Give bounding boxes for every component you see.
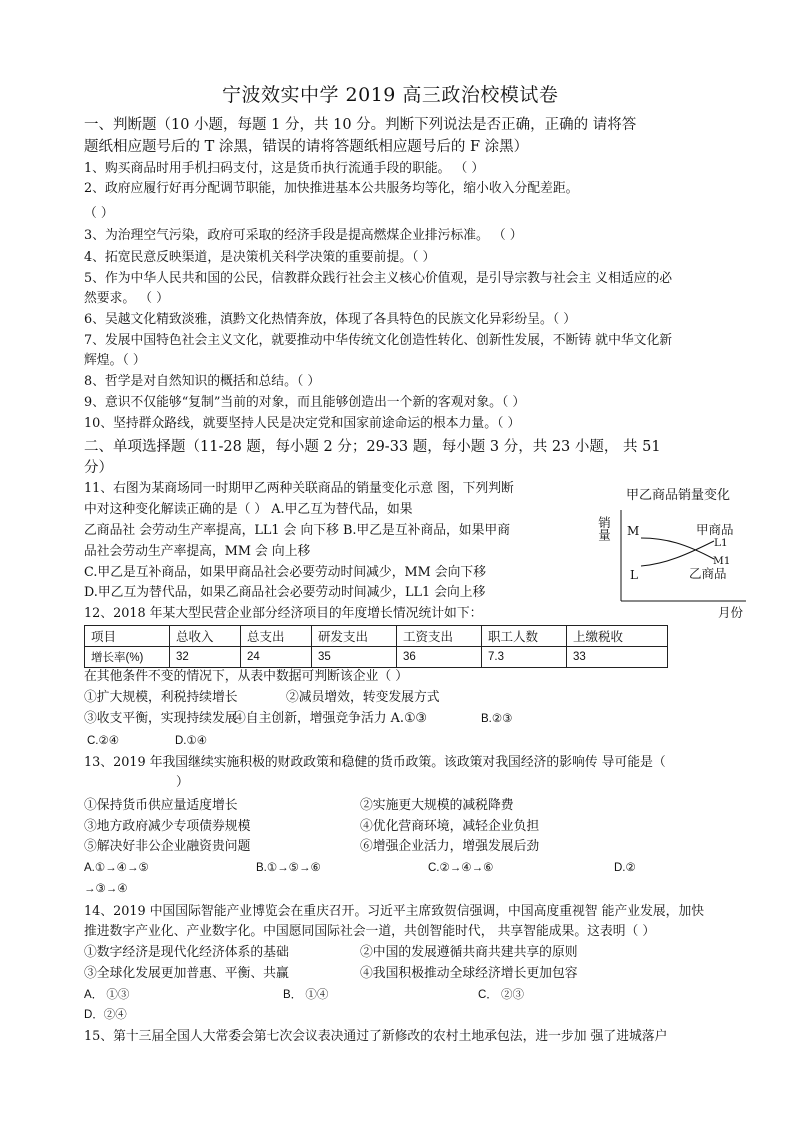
table-cell: 24 — [241, 647, 312, 668]
q1: 1、购买商品时用手机扫码支付，这是货币执行流通手段的职能。 （ ） — [84, 161, 485, 176]
chart-label-yi: 乙商品 — [689, 566, 727, 581]
q13-choice-B: B.①→⑤→⑥ — [256, 862, 321, 874]
table-header-row — [85, 626, 668, 647]
q14-option-4: ④我国积极推动全球经济增长更加包容 — [360, 966, 578, 981]
table-header-cell: 上缴税收 — [567, 626, 668, 647]
q9: 9、意识不仅能够“复制”当前的对象，而且能够创造出一个新的客观对象。（ ） — [84, 395, 526, 410]
q13-choice-C: C.②→④→⑥ — [428, 862, 494, 874]
q13-choice-D: D.② — [614, 862, 636, 874]
q14-stem-cont: 推进数字产业化、产业数字化。中国愿同国际社会一道，共创智能时代， 共享智能成果。这表明（ ） — [84, 924, 656, 939]
curve-M-M1 — [641, 538, 714, 559]
q12-option-3: ③收支平衡，实现持续发展 — [84, 711, 238, 726]
sales-change-chart — [596, 486, 776, 622]
q10: 10、坚持群众路线，就要坚持人民是决定党和国家前途命运的根本力量。（ ） — [84, 416, 521, 431]
q13-option-5: ⑤解决好非公企业融资贵问题 — [84, 839, 251, 854]
q3: 3、为治理空气污染，政府可采取的经济手段是提高燃煤企业排污标准。 （ ） — [84, 228, 523, 243]
q14-choice-A: A． ①③ — [84, 989, 130, 1001]
chart-xlabel: 月份 — [718, 605, 744, 620]
q12-intro: 12、2018 年某大型民营企业部分经济项目的年度增长情况统计如下： — [84, 606, 483, 621]
q14-choice-C: C． ②③ — [478, 989, 524, 1001]
q12-option-1: ①扩大规模，利税持续增长 — [84, 690, 238, 705]
q5: 5、作为中华人民共和国的公民，信教群众践行社会主义核心价值观，是引导宗教与社会主 义相适应的必 — [84, 271, 673, 286]
chart-title: 甲乙商品销量变化 — [626, 488, 731, 503]
table-header-cell: 工资支出 — [397, 626, 482, 647]
q13-option-1: ①保持货币供应量适度增长 — [84, 798, 238, 813]
chart-label-M1: M1 — [713, 555, 731, 567]
q14-choice-D: D．②④ — [84, 1009, 127, 1021]
q12-choice-D: D.①④ — [175, 735, 208, 747]
table-header-cell: 职工人数 — [482, 626, 567, 647]
table-row — [85, 647, 668, 668]
q11-line-2: 中对这种变化解读正确的是（ ） A.甲乙互为替代品，如果 — [84, 502, 413, 517]
q14-option-3: ③全球化发展更加普惠、平衡、共赢 — [84, 966, 289, 981]
page-title: 宁波效实中学 2019 高三政治校模试卷 — [222, 84, 559, 106]
chart-ylabel: 销量 — [596, 516, 612, 541]
chart-label-L: L — [630, 568, 638, 582]
q11-line-5: C.甲乙是互补商品，如果甲商品社会必要劳动时间减少，MM 会向下移 — [84, 565, 486, 580]
q13-option-2: ②实施更大规模的减税降费 — [360, 798, 514, 813]
q5-cont: 然要求。 （ ） — [84, 291, 169, 306]
q11-line-4: 品社会劳动生产率提高，MM 会 向上移 — [84, 544, 311, 559]
q12-stem: 在其他条件不变的情况下，从表中数据可判断该企业（ ） — [84, 669, 408, 684]
chart-label-M: M — [627, 524, 640, 538]
q15-stem: 15、第十三届全国人大常委会第七次会议表决通过了新修改的农村土地承包法，进一步加 强了进城落户 — [84, 1029, 668, 1044]
q11-line-3: 乙商品社 会劳动生产率提高，LL1 会 向下移 B.甲乙是互补商品，如果甲商 — [84, 523, 510, 538]
q13-choice-A: A.①→④→⑤ — [84, 862, 149, 874]
q2: 2、政府应履行好再分配调节职能，加快推进基本公共服务均等化，缩小收入分配差距。 — [84, 181, 579, 196]
table-header-cell: 总支出 — [241, 626, 312, 647]
q14-option-1: ①数字经济是现代化经济体系的基础 — [84, 945, 289, 960]
q14-choice-B: B． ①④ — [283, 989, 329, 1001]
section2-header-cont: 分） — [84, 460, 113, 476]
q7-cont: 辉煌。（ ） — [84, 353, 146, 368]
q12-choice-C: C.②④ — [87, 735, 120, 747]
q13-stem-cont: ） — [176, 775, 189, 790]
q7: 7、发展中国特色社会主义文化，就要推动中华传统文化创造性转化、创新性发展，不断铸 就中华文化新 — [84, 333, 673, 348]
table-row-label: 增长率(%) — [85, 647, 170, 668]
q11-line-1: 11、右图为某商场同一时期甲乙两种关联商品的销量变化示意 图，下列判断 — [84, 481, 514, 496]
q12-stat-table — [84, 625, 668, 668]
table-cell: 7.3 — [482, 647, 567, 668]
section2-header: 二、单项选择题（11-28 题，每小题 2 分；29-33 题，每小题 3 分，共 23 小题， 共 51 — [84, 439, 661, 455]
table-cell: 33 — [567, 647, 668, 668]
q14-option-2: ②中国的发展遵循共商共建共享的原则 — [360, 945, 578, 960]
section1-header-cont: 题纸相应题号后的 T 涂黑，错误的请将答题纸相应题号后的 F 涂黑） — [84, 139, 529, 155]
q6: 6、吴越文化精致淡雅，滇黔文化热情奔放，体现了各具特色的民族文化异彩纷呈。（ ） — [84, 312, 577, 327]
table-header-cell: 研发支出 — [312, 626, 397, 647]
q8: 8、哲学是对自然知识的概括和总结。（ ） — [84, 374, 321, 389]
q13-choice-D-cont: →③→④ — [84, 883, 128, 895]
table-cell: 32 — [170, 647, 241, 668]
chart-label-jia: 甲商品 — [696, 522, 734, 537]
q13-stem: 13、2019 年我国继续实施积极的财政政策和稳健的货币政策。该政策对我国经济的影响传 导可能是（ — [84, 755, 666, 770]
q4: 4、拓宽民意反映渠道，是决策机关科学决策的重要前提。（ ） — [84, 250, 436, 265]
q13-option-4: ④优化营商环境，减轻企业负担 — [360, 819, 540, 834]
q12-choice-B: B.②③ — [481, 713, 513, 725]
table-header-cell: 项目 — [85, 626, 170, 647]
table-header-cell: 总收入 — [170, 626, 241, 647]
table-cell: 35 — [312, 647, 397, 668]
table-cell: 36 — [397, 647, 482, 668]
q13-option-3: ③地方政府减少专项债券规模 — [84, 819, 251, 834]
q12-option-2: ②减员增效，转变发展方式 — [286, 690, 440, 705]
section1-header: 一、判断题（10 小题，每题 1 分，共 10 分。判断下列说法是否正确，正确的 请将答 — [84, 117, 637, 133]
q14-stem: 14、2019 中国国际智能产业博览会在重庆召开。习近平主席致贺信强调，中国高度重视智 能产业发展，加快 — [84, 904, 705, 919]
chart-label-L1: L1 — [714, 537, 728, 549]
q12-option-4-and-A: ④自主创新，增强竞争活力 A.①③ — [233, 711, 427, 726]
q11-line-6: D.甲乙互为替代品，如果乙商品社会必要劳动时间减少，LL1 会向上移 — [84, 585, 486, 600]
q13-option-6: ⑥增强企业活力，增强发展后劲 — [360, 839, 540, 854]
q2-blank: （ ） — [84, 206, 114, 221]
